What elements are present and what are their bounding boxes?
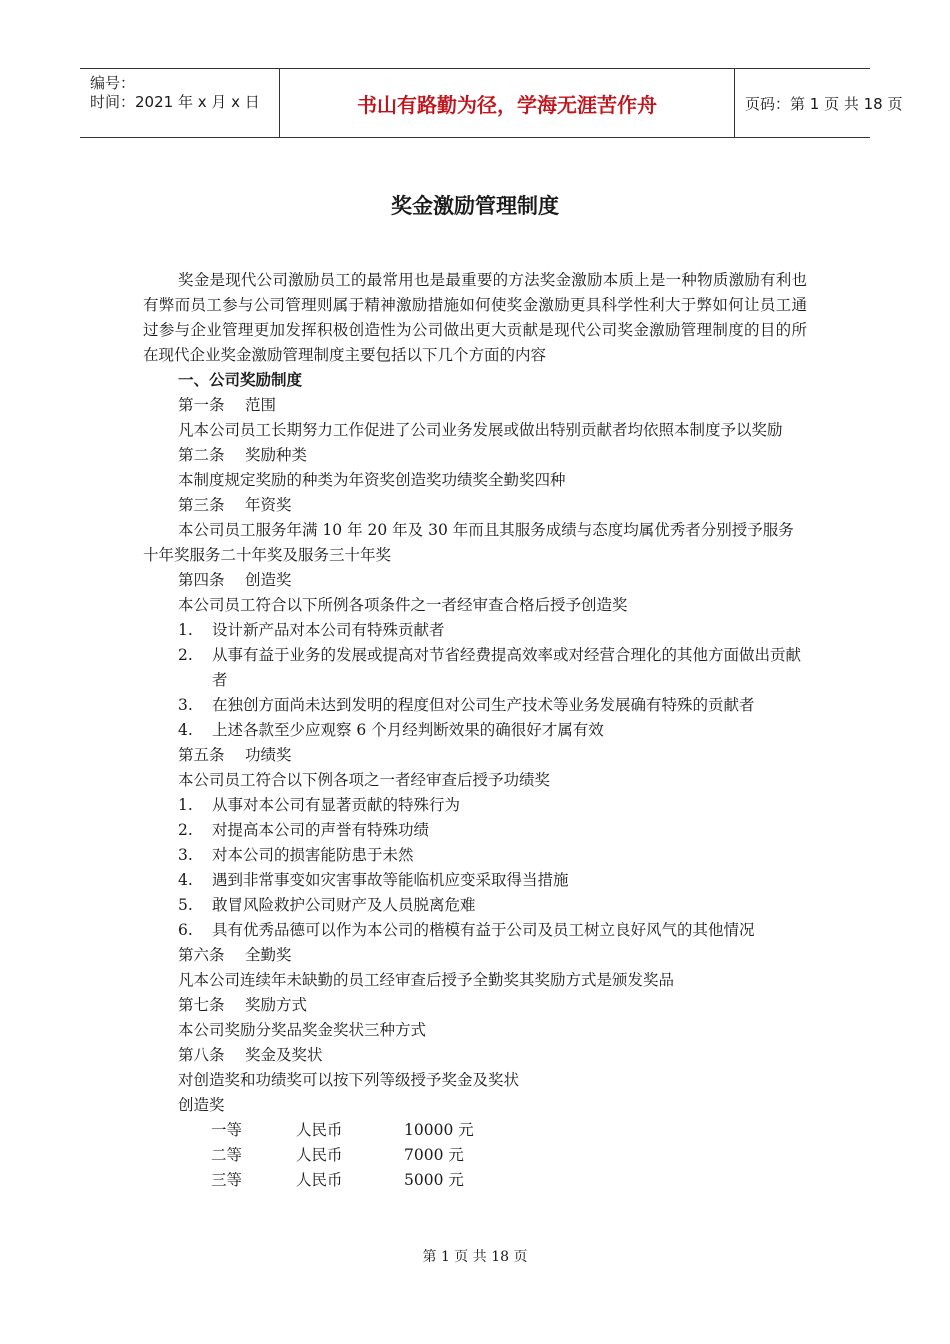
list-item-text: 从事有益于业务的发展或提高对节省经费提高效率或对经营合理化的其他方面做出贡献者: [212, 646, 802, 689]
list-item: [143, 868, 807, 893]
list-item-number: 2.: [178, 646, 193, 664]
article-text: 本公司员工符合以下例各项之一者经审查后授予功绩奖: [178, 771, 551, 789]
article-name: 奖金及奖状: [245, 1046, 323, 1064]
article-heading: [143, 993, 807, 1018]
list-item: [143, 893, 807, 918]
date-label: 时间：2021 年 x 月 x 日: [90, 93, 260, 111]
article-text: 本制度规定奖励的种类为年资奖创造奖功绩奖全勤奖四种: [178, 471, 566, 489]
article-number: 第一条: [178, 396, 225, 414]
article-number: 第五条: [178, 746, 225, 764]
list-item-number: 5.: [178, 896, 193, 914]
intro-paragraph: 奖金是现代公司激励员工的最常用也是最重要的方法奖金激励本质上是一种物质激励有利也有弊而员工参与公司管理则属于精神激励措施如何使奖金激励更具科学性利大于弊如何让员工通过参与企业管理更加发挥积极创造性为公司做出更大贡献是现代公司奖金激励管理制度的目的所在现代企业奖金激励管理制度主要包括以下几个方面的内容: [143, 271, 807, 364]
list-item-number: 3.: [178, 846, 193, 864]
article-text: 凡本公司员工长期努力工作促进了公司业务发展或做出特别贡献者均依照本制度予以奖励: [178, 421, 783, 439]
page-number-label: 页码：第 1 页 共 18 页: [745, 95, 903, 113]
article-name: 奖励种类: [245, 446, 308, 464]
article-name: 创造奖: [245, 571, 292, 589]
list-item-text: 敢冒风险救护公司财产及人员脱离危难: [212, 896, 476, 914]
list-item-number: 3.: [178, 696, 193, 714]
prize-currency: 人民币: [296, 1121, 343, 1139]
page-header-table: [80, 68, 903, 138]
article-heading: [143, 1043, 807, 1068]
prize-amount: 10000 元: [404, 1121, 474, 1139]
list-item-text: 在独创方面尚未达到发明的程度但对公司生产技术等业务发展确有特殊的贡献者: [212, 696, 755, 714]
article-text: 对创造奖和功绩奖可以按下列等级授予奖金及奖状: [178, 1071, 520, 1089]
prize-row: [143, 1118, 807, 1143]
article-heading: [143, 443, 807, 468]
article-text: 本公司员工服务年满 10 年 20 年及 30 年而且其服务成绩与态度均属优秀者分别授予服务十年奖服务二十年奖及服务三十年奖: [143, 521, 794, 564]
article-name: 功绩奖: [245, 746, 292, 764]
article-number: 第三条: [178, 496, 225, 514]
prize-amount: 5000 元: [404, 1171, 464, 1189]
list-item-number: 2.: [178, 821, 193, 839]
page-footer: 第 1 页 共 18 页: [422, 1249, 528, 1265]
header-info-cell: [80, 69, 280, 137]
number-label: 编号：: [90, 74, 136, 92]
article-heading: [143, 493, 807, 518]
article-name: 年资奖: [245, 496, 292, 514]
creative-prize-label: 创造奖: [178, 1096, 225, 1114]
prize-amount: 7000 元: [404, 1146, 464, 1164]
list-item: [143, 818, 807, 843]
article-text: 凡本公司连续年未缺勤的员工经审查后授予全勤奖其奖励方式是颁发奖品: [178, 971, 675, 989]
list-item-text: 设计新产品对本公司有特殊贡献者: [212, 621, 445, 639]
list-item: [143, 643, 807, 693]
list-item: [143, 618, 807, 643]
prize-currency: 人民币: [296, 1171, 343, 1189]
article-number: 第二条: [178, 446, 225, 464]
list-item-text: 对提高本公司的声誉有特殊功绩: [212, 821, 430, 839]
article-text: 本公司奖励分奖品奖金奖状三种方式: [178, 1021, 427, 1039]
list-item-number: 4.: [178, 871, 193, 889]
prize-row: [143, 1143, 807, 1168]
article-number: 第七条: [178, 996, 225, 1014]
list-item-text: 遇到非常事变如灾害事故等能临机应变采取得当措施: [212, 871, 569, 889]
header-motto-cell: [280, 69, 735, 137]
article-heading: [143, 943, 807, 968]
article-number: 第六条: [178, 946, 225, 964]
prize-currency: 人民币: [296, 1146, 343, 1164]
article-name: 范围: [245, 396, 277, 414]
header-page-cell: [735, 69, 903, 137]
prize-row: [143, 1168, 807, 1193]
article-heading: [143, 568, 807, 593]
list-item-number: 4.: [178, 721, 193, 739]
prize-grade: 二等: [211, 1146, 243, 1164]
list-item-number: 6.: [178, 921, 193, 939]
list-item: [143, 793, 807, 818]
list-item-text: 具有优秀品德可以作为本公司的楷模有益于公司及员工树立良好风气的其他情况: [212, 921, 755, 939]
article-text: 本公司员工符合以下所例各项条件之一者经审查合格后授予创造奖: [178, 596, 628, 614]
prize-grade: 三等: [211, 1171, 243, 1189]
article-number: 第四条: [178, 571, 225, 589]
list-item-text: 对本公司的损害能防患于未然: [212, 846, 414, 864]
list-item: [143, 843, 807, 868]
article-number: 第八条: [178, 1046, 225, 1064]
list-item-text: 从事对本公司有显著贡献的特殊行为: [212, 796, 461, 814]
article-name: 奖励方式: [245, 996, 308, 1014]
list-item-number: 1.: [178, 796, 193, 814]
list-item: [143, 918, 807, 943]
list-item-number: 1.: [178, 621, 193, 639]
article-heading: [143, 393, 807, 418]
list-item-text: 上述各款至少应观察 6 个月经判断效果的确很好才属有效: [212, 721, 604, 739]
motto-text: 书山有路勤为径，学海无涯苦作舟: [357, 93, 657, 117]
list-item: [143, 718, 807, 743]
document-title: 奖金激励管理制度: [391, 194, 559, 218]
article-name: 全勤奖: [245, 946, 292, 964]
section-heading: 一、公司奖励制度: [178, 371, 303, 389]
document-body: [143, 268, 807, 1193]
article-heading: [143, 743, 807, 768]
list-item: [143, 693, 807, 718]
prize-grade: 一等: [211, 1121, 243, 1139]
